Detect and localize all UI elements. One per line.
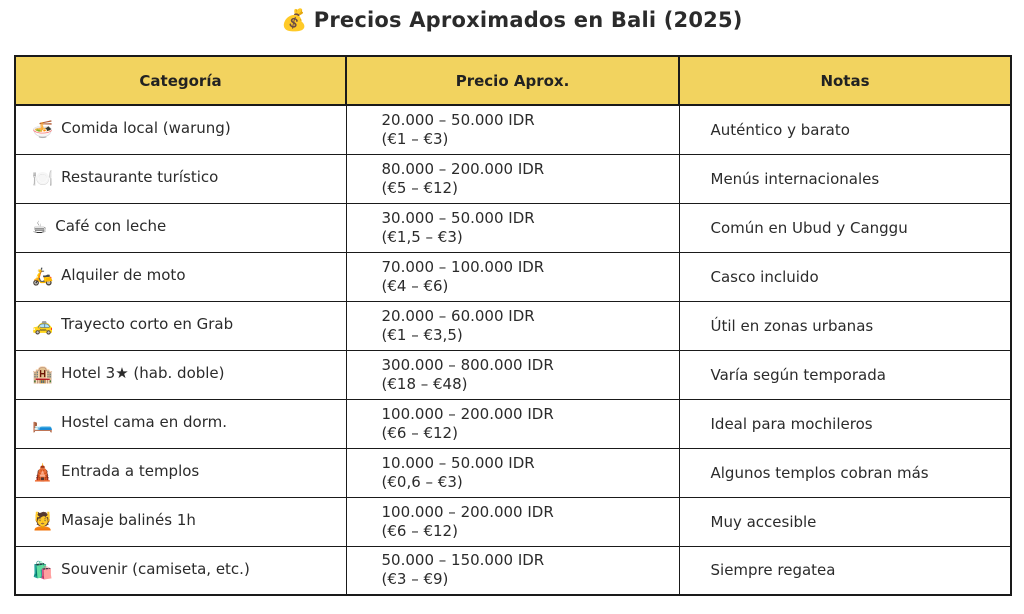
price-eur: (€5 – €12) — [381, 178, 458, 197]
price-idr: 10.000 – 50.000 IDR — [381, 453, 535, 472]
table-row — [15, 448, 1011, 497]
price-eur: (€6 – €12) — [381, 423, 458, 442]
category-cell — [15, 546, 346, 595]
price-cell — [346, 448, 679, 497]
table-row — [15, 301, 1011, 350]
category-label: Entrada a templos — [61, 462, 200, 480]
note-cell: Algunos templos cobran más — [679, 448, 1011, 497]
price-idr: 100.000 – 200.000 IDR — [381, 404, 554, 423]
category-cell — [15, 350, 346, 399]
price-cell — [346, 301, 679, 350]
note-cell: Ideal para mochileros — [679, 399, 1011, 448]
price-eur: (€4 – €6) — [381, 276, 449, 295]
note-cell: Menús internacionales — [679, 154, 1011, 203]
category-icon: 🍜 — [32, 120, 54, 141]
note-cell: Varía según temporada — [679, 350, 1011, 399]
price-idr: 30.000 – 50.000 IDR — [381, 208, 535, 227]
category-icon: 🛵 — [32, 267, 54, 287]
price-idr: 80.000 – 200.000 IDR — [381, 159, 545, 178]
page-title-text: Precios Aproximados en Bali (2025) — [313, 8, 743, 32]
table-body — [15, 105, 1011, 595]
table-row — [15, 399, 1011, 448]
category-cell — [15, 399, 346, 448]
price-eur: (€0,6 – €3) — [381, 472, 463, 491]
note-cell: Común en Ubud y Canggu — [679, 203, 1011, 252]
table-row — [15, 154, 1011, 203]
table-row — [15, 350, 1011, 399]
category-label: Hostel cama en dorm. — [61, 413, 227, 431]
price-cell — [346, 497, 679, 546]
price-eur: (€1 – €3) — [381, 129, 449, 148]
category-cell — [15, 252, 346, 301]
price-cell — [346, 350, 679, 399]
note-cell: Muy accesible — [679, 497, 1011, 546]
price-cell — [346, 105, 679, 154]
page-title — [0, 0, 1024, 33]
category-label: Restaurante turístico — [61, 168, 219, 186]
note-cell: Casco incluido — [679, 252, 1011, 301]
price-idr: 100.000 – 200.000 IDR — [381, 502, 554, 521]
money-bag-icon: 💰 — [281, 8, 308, 32]
header-categoria: Categoría — [15, 56, 346, 105]
price-idr: 300.000 – 800.000 IDR — [381, 355, 554, 374]
price-idr: 50.000 – 150.000 IDR — [381, 551, 545, 570]
price-cell — [346, 546, 679, 595]
table-row — [15, 203, 1011, 252]
category-label: Masaje balinés 1h — [61, 511, 196, 529]
price-eur: (€1,5 – €3) — [381, 227, 463, 246]
category-icon: 🚕 — [32, 316, 54, 336]
category-icon: ☕ — [32, 218, 48, 238]
category-cell — [15, 203, 346, 252]
table-row — [15, 105, 1011, 154]
price-cell — [346, 252, 679, 301]
price-cell — [346, 154, 679, 203]
category-label: Trayecto corto en Grab — [61, 315, 234, 333]
category-icon: 🛍️ — [32, 560, 54, 581]
category-cell — [15, 105, 346, 154]
category-cell — [15, 448, 346, 497]
category-label: Alquiler de moto — [61, 266, 186, 284]
header-notas: Notas — [679, 56, 1011, 105]
category-cell — [15, 301, 346, 350]
price-cell — [346, 203, 679, 252]
category-label: Comida local (warung) — [61, 119, 231, 138]
category-label: Café con leche — [55, 217, 167, 235]
category-icon: 🍽️ — [32, 169, 54, 189]
category-icon: 🏨 — [32, 365, 54, 385]
price-idr: 20.000 – 50.000 IDR — [381, 110, 535, 129]
price-eur: (€18 – €48) — [381, 374, 468, 393]
category-icon: 💆 — [32, 512, 54, 532]
header-precio-aprox: Precio Aprox. — [346, 56, 679, 105]
note-cell: Útil en zonas urbanas — [679, 301, 1011, 350]
note-cell: Auténtico y barato — [679, 105, 1011, 154]
table-row — [15, 252, 1011, 301]
category-label: Souvenir (camiseta, etc.) — [61, 559, 250, 578]
category-cell — [15, 154, 346, 203]
price-eur: (€6 – €12) — [381, 521, 458, 540]
category-label: Hotel 3★ (hab. doble) — [61, 364, 225, 382]
price-eur: (€1 – €3,5) — [381, 325, 463, 344]
price-cell — [346, 399, 679, 448]
price-eur: (€3 – €9) — [381, 570, 449, 589]
prices-table — [14, 55, 1012, 596]
price-idr: 70.000 – 100.000 IDR — [381, 257, 545, 276]
category-cell — [15, 497, 346, 546]
price-idr: 20.000 – 60.000 IDR — [381, 306, 535, 325]
category-icon: 🛕 — [32, 463, 54, 483]
table-header — [15, 56, 1011, 105]
table-row — [15, 546, 1011, 595]
note-cell: Siempre regatea — [679, 546, 1011, 595]
category-icon: 🛏️ — [32, 414, 54, 434]
header-row — [15, 56, 1011, 105]
table-row — [15, 497, 1011, 546]
